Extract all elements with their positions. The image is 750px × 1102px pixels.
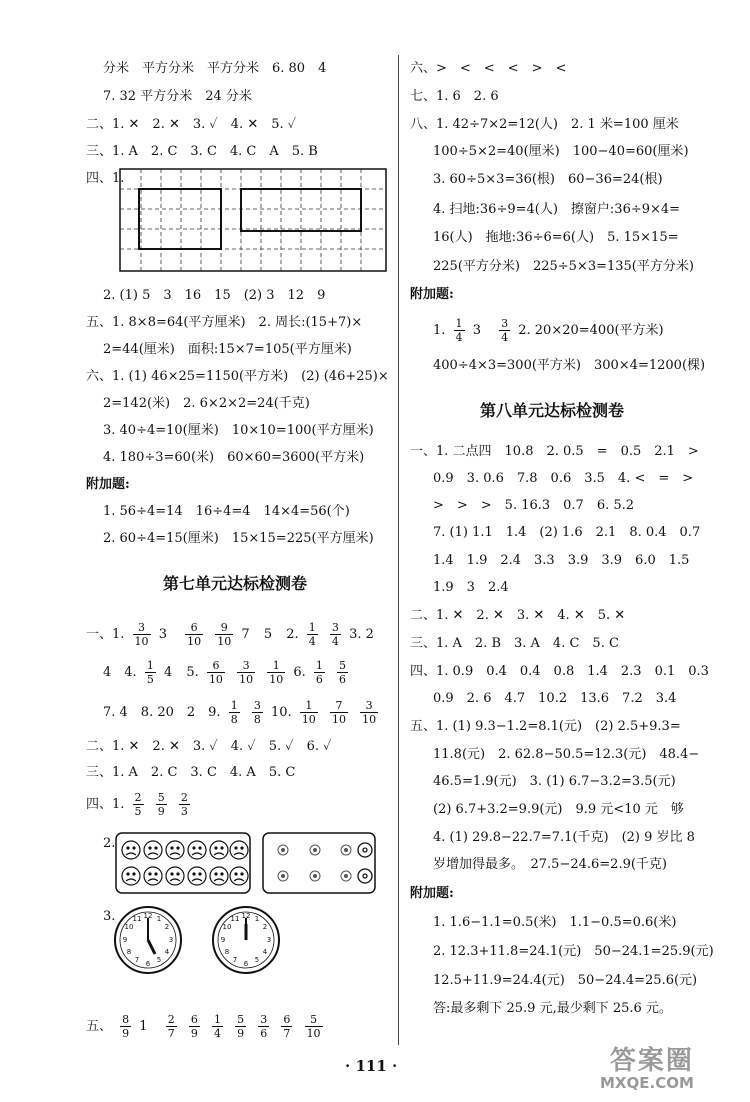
answer-line: 225(平方分米) 225÷5×3=135(平方分米) bbox=[433, 259, 694, 274]
flower-icon bbox=[358, 869, 372, 883]
flower-icon bbox=[310, 871, 320, 881]
fraction: $\frac{1}{6}$ bbox=[315, 659, 323, 686]
fraction: $\frac{3}{6}$ bbox=[260, 1013, 268, 1040]
fraction: $\frac{5}{9}$ bbox=[237, 1013, 245, 1040]
svg-text:10: 10 bbox=[222, 923, 232, 931]
fraction-row-4: 四、1. $\frac{2}{5}$ $\frac{5}{9}$ $\frac{2}{3}$ bbox=[86, 791, 188, 818]
answer-line: 7. (1) 1.1 1.4 (2) 1.6 2.1 8. 0.4 0.7 bbox=[433, 525, 701, 540]
fraction-row-2: 4 4. $\frac{1}{5}$ 4 5. $\frac{6}{10}$ $\frac{3}{10}$ $\frac{1}{10}$ 6. $\frac{1}{6}$ $\frac{5}{6}$ bbox=[103, 659, 347, 686]
svg-text:7: 7 bbox=[134, 956, 140, 964]
answer-line: 100÷5×2=40(厘米) 100−40=60(厘米) bbox=[433, 144, 689, 159]
answer-line: 三、1. A 2. B 3. A 4. C 5. C bbox=[410, 636, 619, 651]
svg-text:3: 3 bbox=[168, 936, 174, 944]
answer-line: 1.9 3 2.4 bbox=[433, 580, 509, 595]
fraction: $\frac{7}{10}$ bbox=[331, 699, 346, 726]
fraction: $\frac{3}{10}$ bbox=[134, 621, 149, 648]
answer-line: 三、1. A 2. C 3. C 4. A 5. C bbox=[86, 765, 296, 780]
svg-text:2: 2 bbox=[164, 923, 170, 931]
answer-line: 0.9 2. 6 4.7 10.2 13.6 7.2 3.4 bbox=[433, 691, 677, 706]
answer-line: 2=44(厘米) 面积:15×7=105(平方厘米) bbox=[103, 342, 352, 357]
answer-line: 岁增加得最多。 27.5−24.6=2.9(千克) bbox=[433, 857, 667, 872]
answer-line: > > > 5. 16.3 0.7 6. 5.2 bbox=[433, 498, 635, 513]
fraction-row-right: 1. $\frac{1}{4}$ 3 $\frac{3}{4}$ 2. 20×20=400(平方米) bbox=[433, 317, 664, 344]
svg-text:6: 6 bbox=[145, 960, 151, 968]
sad-face-icon bbox=[188, 867, 206, 885]
svg-text:4: 4 bbox=[262, 948, 268, 956]
fraction: $\frac{1}{4}$ bbox=[308, 621, 316, 648]
fraction: $\frac{3}{4}$ bbox=[331, 621, 339, 648]
answer-line: 400÷4×3=300(平方米) 300×4=1200(棵) bbox=[433, 358, 706, 373]
svg-text:9: 9 bbox=[122, 936, 128, 944]
clock-icon bbox=[112, 904, 184, 976]
page-number: · 111 · bbox=[345, 1057, 398, 1075]
answer-line: (2) 6.7+3.2=9.9(元) 9.9 元<10 元 够 bbox=[433, 802, 684, 817]
svg-text:3: 3 bbox=[266, 936, 272, 944]
flower-icon bbox=[278, 871, 288, 881]
answer-line: 三、1. A 2. C 3. C 4. C A 5. B bbox=[86, 144, 318, 159]
flower-icon bbox=[278, 845, 288, 855]
fraction: $\frac{1}{5}$ bbox=[146, 659, 154, 686]
svg-text:12: 12 bbox=[241, 912, 251, 920]
fraction: $\frac{5}{6}$ bbox=[339, 659, 347, 686]
sad-face-icon bbox=[122, 841, 140, 859]
svg-text:7: 7 bbox=[232, 956, 238, 964]
fraction: $\frac{1}{10}$ bbox=[301, 699, 316, 726]
svg-text:11: 11 bbox=[230, 915, 240, 923]
answer-line: 1. 56÷4=14 16÷4=4 14×4=56(个) bbox=[103, 504, 350, 519]
section-label: 2. bbox=[103, 836, 116, 851]
answer-line: 五、1. 8×8=64(平方厘米) 2. 周长:(15+7)× bbox=[86, 315, 363, 330]
answer-line: 二、1. ✕ 2. ✕ 3. ✕ 4. ✕ 5. ✕ bbox=[410, 608, 626, 623]
sad-face-icon bbox=[144, 841, 162, 859]
fraction: $\frac{3}{10}$ bbox=[239, 659, 254, 686]
svg-text:5: 5 bbox=[156, 956, 162, 964]
bonus-label: 附加题: bbox=[410, 287, 454, 302]
answer-line: 46.5=1.9(元) 3. (1) 6.7−3.2=3.5(元) bbox=[433, 774, 676, 789]
fraction: $\frac{6}{9}$ bbox=[190, 1013, 198, 1040]
svg-text:12: 12 bbox=[143, 912, 153, 920]
sad-face-icon bbox=[166, 841, 184, 859]
svg-text:8: 8 bbox=[126, 948, 132, 956]
answer-line: 7. 32 平方分米 24 分米 bbox=[103, 89, 252, 104]
clock-icon bbox=[210, 904, 282, 976]
answer-line: 六、> < < < > < bbox=[410, 61, 567, 76]
bonus-label: 附加题: bbox=[410, 886, 454, 901]
section-label: 3. bbox=[103, 909, 116, 924]
fraction: $\frac{1}{10}$ bbox=[269, 659, 284, 686]
fraction: $\frac{5}{10}$ bbox=[306, 1013, 321, 1040]
fraction: $\frac{6}{10}$ bbox=[187, 621, 202, 648]
watermark-logo: 答案圈 MXQE.COM bbox=[600, 1046, 694, 1092]
fraction: $\frac{2}{3}$ bbox=[180, 791, 188, 818]
answer-line: 八、1. 42÷7×2=12(人) 2. 1 米=100 厘米 bbox=[410, 117, 679, 132]
answer-line: 12.5+11.9=24.4(元) 50−24.4=25.6(元) bbox=[433, 973, 698, 988]
svg-text:8: 8 bbox=[224, 948, 230, 956]
svg-text:4: 4 bbox=[164, 948, 170, 956]
sad-face-icon bbox=[230, 867, 248, 885]
sad-face-icon bbox=[210, 867, 228, 885]
svg-text:9: 9 bbox=[220, 936, 226, 944]
answer-line: 2=142(米) 2. 6×2×2=24(千克) bbox=[103, 396, 310, 411]
svg-text:1: 1 bbox=[156, 915, 162, 923]
answer-line: 一、1. 二点四 10.8 2. 0.5 = 0.5 2.1 > bbox=[410, 444, 699, 459]
grid-rectangles-diagram bbox=[119, 168, 387, 272]
fraction: $\frac{6}{7}$ bbox=[283, 1013, 291, 1040]
fraction: $\frac{3}{10}$ bbox=[362, 699, 377, 726]
fraction-row-5: 五、 $\frac{8}{9}$ 1 $\frac{2}{7}$ $\frac{6}{9}$ $\frac{1}{4}$ $\frac{5}{9}$ $\frac{3}{6}$ $\frac{6}{7}$ $\frac{5}{10}$ bbox=[86, 1013, 321, 1040]
svg-text:2: 2 bbox=[262, 923, 268, 931]
answer-line: 2. 60÷4=15(厘米) 15×15=225(平方厘米) bbox=[103, 531, 374, 546]
svg-text:5: 5 bbox=[254, 956, 260, 964]
flower-icon bbox=[310, 845, 320, 855]
svg-text:10: 10 bbox=[124, 923, 134, 931]
bonus-label: 附加题: bbox=[86, 477, 130, 492]
fraction: $\frac{1}{8}$ bbox=[230, 699, 238, 726]
rectangle-shape-1 bbox=[139, 189, 221, 249]
answer-line: 2. 12.3+11.8=24.1(元) 50−24.1=25.9(元) bbox=[433, 944, 714, 959]
answer-line: 分米 平方分米 平方分米 6. 80 4 bbox=[103, 61, 327, 76]
answer-line: 1.4 1.9 2.4 3.3 3.9 3.9 6.0 1.5 bbox=[433, 553, 690, 568]
answer-line: 七、1. 6 2. 6 bbox=[410, 89, 499, 104]
answer-line: 16(人) 拖地:36÷6=6(人) 5. 15×15= bbox=[433, 230, 679, 245]
answer-line: 二、1. ✕ 2. ✕ 3. ✓ 4. ✕ 5. ✓ bbox=[86, 117, 297, 132]
sad-face-icon bbox=[122, 867, 140, 885]
answer-line: 0.9 3. 0.6 7.8 0.6 3.5 4. < = > bbox=[433, 471, 694, 486]
sad-face-icon bbox=[230, 841, 248, 859]
answer-line: 六、1. (1) 46×25=1150(平方米) (2) (46+25)× bbox=[86, 369, 389, 384]
flower-icon bbox=[358, 843, 372, 857]
sad-face-icon bbox=[188, 841, 206, 859]
fraction: $\frac{3}{4}$ bbox=[501, 317, 509, 344]
answer-line: 11.8(元) 2. 62.8−50.5=12.3(元) 48.4− bbox=[433, 747, 700, 762]
column-divider bbox=[398, 55, 399, 1045]
fraction: $\frac{6}{10}$ bbox=[208, 659, 223, 686]
answer-line: 3. 40÷4=10(厘米) 10×10=100(平方厘米) bbox=[103, 423, 374, 438]
fraction: $\frac{3}{8}$ bbox=[253, 699, 261, 726]
fraction: $\frac{5}{9}$ bbox=[157, 791, 165, 818]
fraction: $\frac{8}{9}$ bbox=[122, 1013, 130, 1040]
answer-line: 五、1. (1) 9.3−1.2=8.1(元) (2) 2.5+9.3= bbox=[410, 719, 681, 734]
section-label: 四、1. bbox=[86, 171, 125, 186]
answer-line: 4. 180÷3=60(米) 60×60=3600(平方米) bbox=[103, 450, 365, 465]
fraction: $\frac{2}{5}$ bbox=[134, 791, 142, 818]
answer-line: 1. 1.6−1.1=0.5(米) 1.1−0.5=0.6(米) bbox=[433, 915, 677, 930]
fraction: $\frac{1}{4}$ bbox=[455, 317, 463, 344]
answer-line: 4. 扫地:36÷9=4(人) 擦窗户:36÷9×4= bbox=[433, 202, 681, 217]
answer-line: 2. (1) 5 3 16 15 (2) 3 12 9 bbox=[103, 288, 326, 303]
answer-line: 四、1. 0.9 0.4 0.4 0.8 1.4 2.3 0.1 0.3 bbox=[410, 664, 709, 679]
faces-flowers-diagram bbox=[115, 832, 377, 896]
answer-line: 二、1. ✕ 2. ✕ 3. ✓ 4. ✓ 5. ✓ 6. ✓ bbox=[86, 739, 332, 754]
answer-line: 答:最多剩下 25.9 元,最少剩下 25.6 元。 bbox=[433, 1001, 672, 1016]
svg-text:11: 11 bbox=[132, 915, 142, 923]
fraction: $\frac{1}{4}$ bbox=[214, 1013, 221, 1040]
answer-line: 4. (1) 29.8−22.7=7.1(千克) (2) 9 岁比 8 bbox=[433, 830, 695, 845]
section-heading-unit7: 第七单元达标检测卷 bbox=[163, 574, 308, 593]
sad-face-icon bbox=[166, 867, 184, 885]
svg-text:1: 1 bbox=[254, 915, 260, 923]
sad-face-icon bbox=[144, 867, 162, 885]
fraction-row-1: 一、1. $\frac{3}{10}$ 3 $\frac{6}{10}$ $\frac{9}{10}$ 7 5 2. $\frac{1}{4}$ $\frac{3}{4}$ 3. 2 bbox=[86, 621, 374, 648]
flower-icon bbox=[341, 845, 351, 855]
fraction-row-3: 7. 4 8. 20 2 9. $\frac{1}{8}$ $\frac{3}{8}$ 10. $\frac{1}{10}$ $\frac{7}{10}$ $\frac{3}{10}$ bbox=[103, 699, 377, 726]
fraction: $\frac{9}{10}$ bbox=[217, 621, 232, 648]
fraction: $\frac{2}{7}$ bbox=[167, 1013, 175, 1040]
svg-text:6: 6 bbox=[243, 960, 249, 968]
answer-line: 3. 60÷5×3=36(根) 60−36=24(根) bbox=[433, 172, 663, 187]
flower-icon bbox=[341, 871, 351, 881]
sad-face-icon bbox=[210, 841, 228, 859]
section-heading-unit8: 第八单元达标检测卷 bbox=[480, 401, 625, 420]
rectangle-shape-2 bbox=[241, 189, 361, 231]
